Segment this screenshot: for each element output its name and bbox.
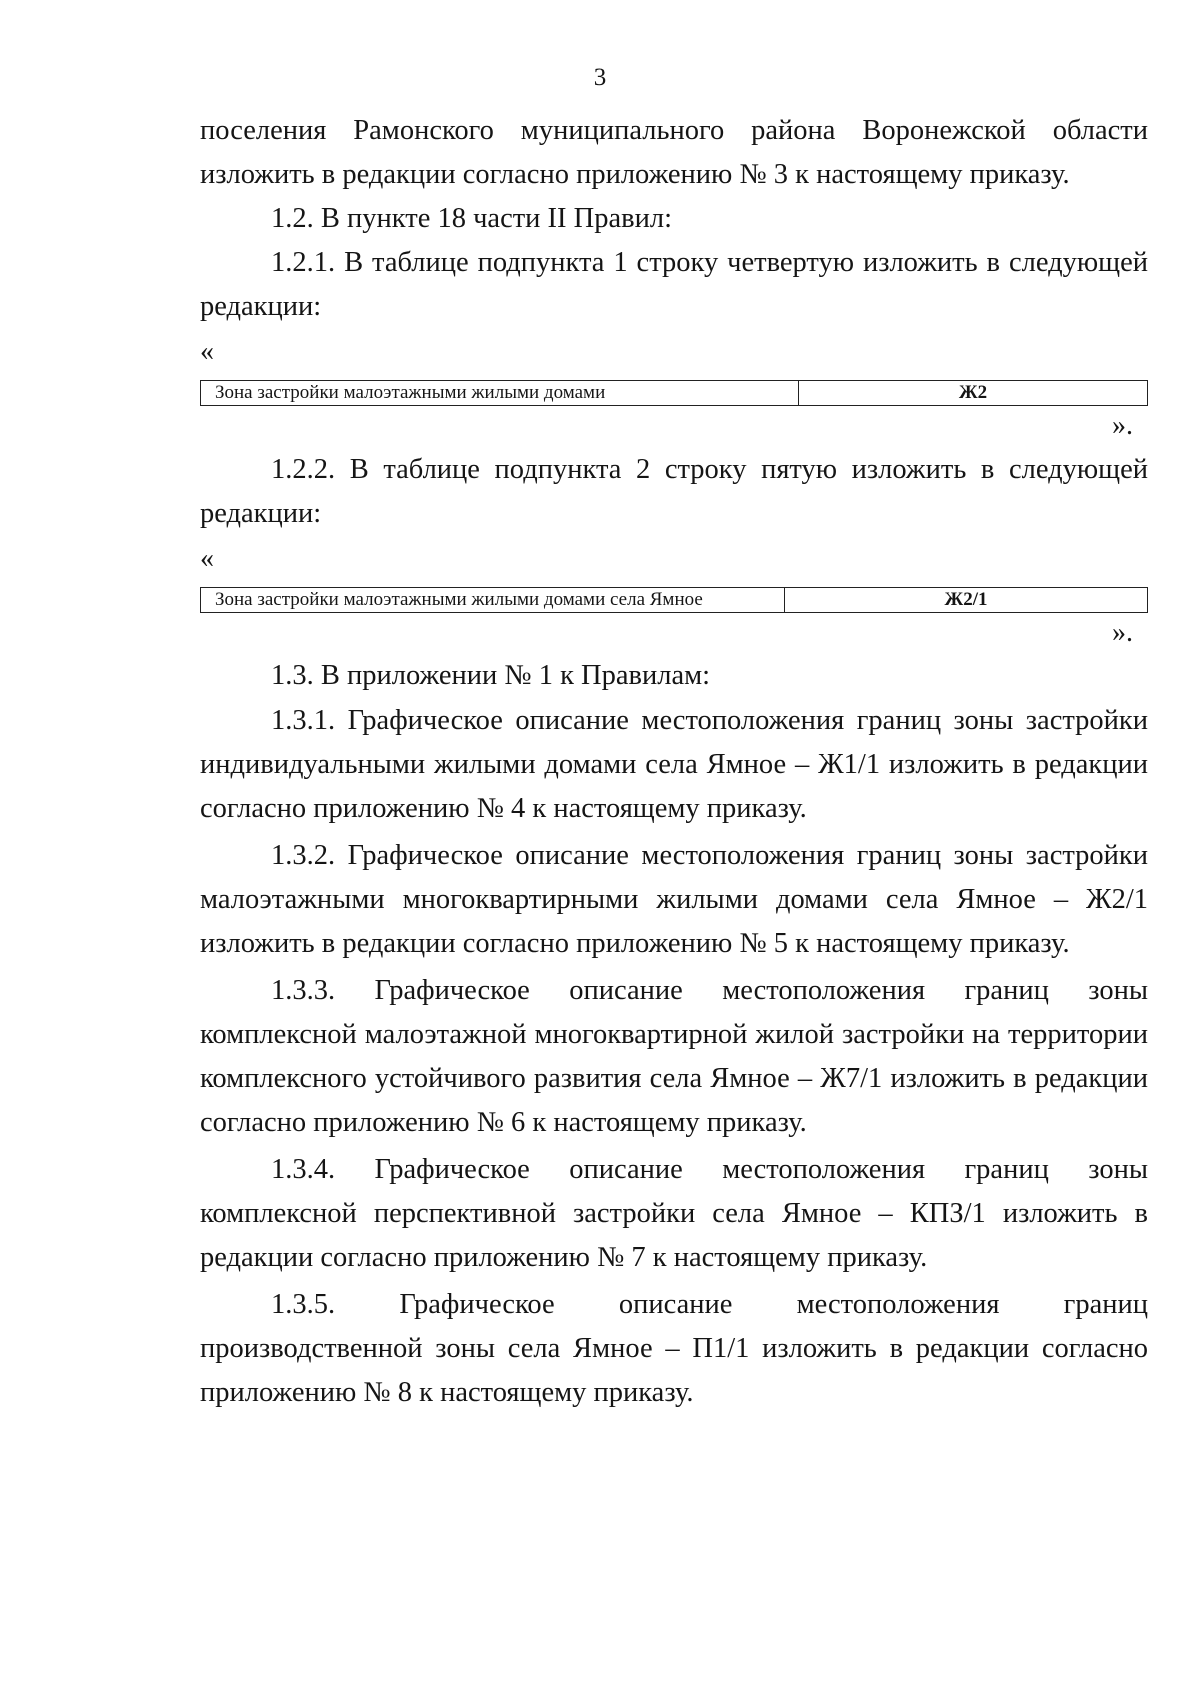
paragraph-line: 1.3.2. Графическое описание местоположения границ зоны застройки	[271, 840, 1148, 871]
close-quote: ».	[1112, 410, 1133, 441]
zone-table	[200, 587, 1148, 613]
paragraph-line: комплексного устойчивого развития села Ямное – Ж7/1 изложить в редакции	[200, 1063, 1148, 1094]
paragraph-line: согласно приложению № 6 к настоящему приказу.	[200, 1107, 807, 1138]
open-quote: «	[200, 543, 214, 574]
zone-name-cell: Зона застройки малоэтажными жилыми домами	[201, 381, 799, 405]
paragraph-line: 1.3.4. Графическое описание местоположения границ зоны	[271, 1154, 1148, 1185]
paragraph-line: 1.3.3. Графическое описание местоположения границ зоны	[271, 975, 1148, 1006]
zone-code-cell: Ж2/1	[944, 589, 988, 610]
paragraph-line: 1.3.1. Графическое описание местоположения границ зоны застройки	[271, 705, 1148, 736]
paragraph-line: малоэтажными многоквартирными жилыми домами села Ямное – Ж2/1	[200, 884, 1148, 915]
paragraph-line: комплексной малоэтажной многоквартирной жилой застройки на территории	[200, 1019, 1148, 1050]
paragraph-line: редакции согласно приложению № 7 к настоящему приказу.	[200, 1242, 928, 1273]
paragraph-line: редакции:	[200, 498, 322, 529]
paragraph-line: приложению № 8 к настоящему приказу.	[200, 1377, 694, 1408]
paragraph-line: производственной зоны села Ямное – П1/1 изложить в редакции согласно	[200, 1333, 1148, 1364]
paragraph-line: изложить в редакции согласно приложению № 5 к настоящему приказу.	[200, 928, 1070, 959]
paragraph-line: 1.3.5. Графическое описание местоположения границ	[271, 1289, 1148, 1320]
zone-name-cell: Зона застройки малоэтажными жилыми домами села Ямное	[201, 588, 785, 612]
paragraph-line: 1.2.1. В таблице подпункта 1 строку четвертую изложить в следующей	[271, 247, 1148, 278]
open-quote: «	[200, 336, 214, 367]
paragraph-line: 1.2.2. В таблице подпункта 2 строку пятую изложить в следующей	[271, 454, 1148, 485]
paragraph-line: согласно приложению № 4 к настоящему приказу.	[200, 793, 807, 824]
zone-code-cell: Ж2	[958, 382, 988, 403]
paragraph-line: поселения Рамонского муниципального района Воронежской области	[200, 115, 1148, 146]
item-heading: 1.3. В приложении № 1 к Правилам:	[271, 660, 711, 691]
zone-table	[200, 380, 1148, 406]
paragraph-line: комплексной перспективной застройки села Ямное – КПЗ/1 изложить в	[200, 1198, 1148, 1229]
page-number: 3	[593, 64, 607, 91]
paragraph-line: индивидуальными жилыми домами села Ямное – Ж1/1 изложить в редакции	[200, 749, 1148, 780]
paragraph-line: редакции:	[200, 291, 322, 322]
close-quote: ».	[1112, 617, 1133, 648]
paragraph-line: изложить в редакции согласно приложению № 3 к настоящему приказу.	[200, 159, 1070, 190]
item-heading: 1.2. В пункте 18 части II Правил:	[271, 203, 672, 234]
